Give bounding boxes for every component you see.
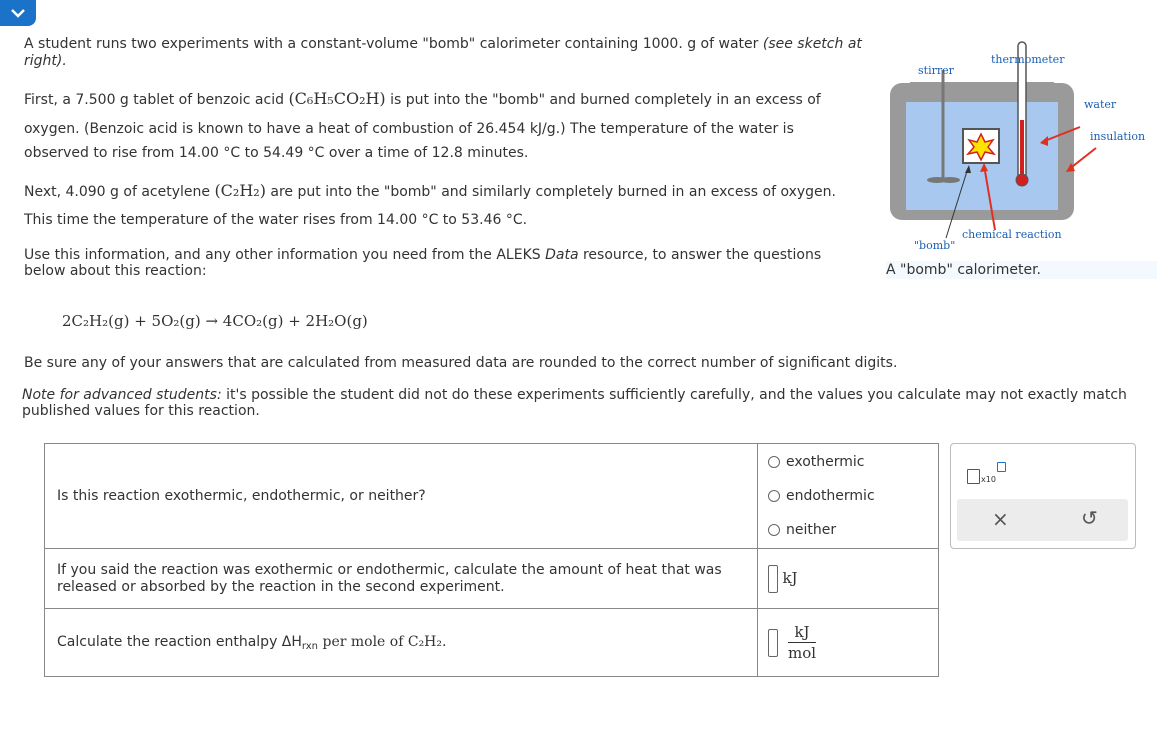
question-table: [44, 443, 939, 677]
radio-endothermic[interactable]: [768, 490, 780, 502]
question-2: If you said the reaction was exothermic or endothermic, calculate the amount of heat that was released or absorbed by the reaction in the second experiment.: [45, 549, 758, 609]
thermometer-label: thermometer: [991, 53, 1065, 66]
undo-button[interactable]: ↺: [1081, 506, 1098, 530]
answer-1: [758, 444, 939, 549]
figure-caption: A "bomb" calorimeter.: [886, 261, 1157, 279]
answer-2: [758, 549, 939, 609]
first-experiment-text-2: oxygen. (Benzoic acid is known to have a heat of combustion of 26.454 kJ/g.) The temperature of the water is: [24, 121, 794, 137]
chemical-reaction-label: chemical reaction: [962, 228, 1062, 241]
water-label: water: [1084, 98, 1117, 111]
tool-bar: [957, 499, 1128, 541]
question-row-3: [45, 609, 939, 677]
clear-button[interactable]: ×: [992, 507, 1009, 531]
option-exothermic[interactable]: exothermic: [768, 445, 938, 479]
heat-input[interactable]: [768, 565, 778, 593]
question-3: Calculate the reaction enthalpy $\Delta H_{rxn}$ per mole of C₂H₂.: [45, 609, 758, 677]
option-endothermic[interactable]: endothermic: [768, 479, 938, 513]
stirrer-label: stirrer: [918, 64, 954, 77]
radio-exothermic[interactable]: [768, 456, 780, 468]
enthalpy-unit-denominator: mol: [788, 644, 817, 662]
collapse-button[interactable]: [0, 0, 36, 26]
calorimeter-figure: [880, 30, 1160, 260]
insulation-label: insulation: [1090, 130, 1146, 143]
advanced-note: Note for advanced students: it's possible the student did not do these experiments sufficiently carefully, and the values you calculate may not exactly match: [22, 387, 1127, 403]
intro-paragraph: A student runs two experiments with a constant-volume "bomb" calorimeter containing 1000. g of water (see sketch at right).: [24, 36, 862, 69]
chevron-down-icon: [10, 7, 26, 19]
question-row-2: [45, 549, 939, 609]
second-experiment-text-2: This time the temperature of the water rises from 14.00 °C to 53.46 °C.: [24, 212, 528, 228]
enthalpy-unit-numerator: kJ: [788, 622, 816, 643]
first-experiment-text-3: observed to rise from 14.00 °C to 54.49 °C over a time of 12.8 minutes.: [24, 145, 529, 161]
enthalpy-input[interactable]: [768, 629, 778, 657]
instructions-text: Use this information, and any other information you need from the ALEKS Data resource, to answer the questions: [24, 247, 822, 263]
answer-tool-panel: [950, 443, 1136, 549]
answer-3: [758, 609, 939, 677]
reaction-equation: 2C₂H₂(g) + 5O₂(g) → 4CO₂(g) + 2H₂O(g): [62, 312, 368, 330]
heat-unit: kJ: [782, 568, 798, 587]
advanced-note-2: published values for this reaction.: [22, 403, 260, 419]
radio-neither[interactable]: [768, 524, 780, 536]
instructions-text-2: below about this reaction:: [24, 263, 207, 279]
question-row-1: [45, 444, 939, 549]
sigfig-note: Be sure any of your answers that are calculated from measured data are rounded to the correct number of significant digits.: [24, 355, 898, 371]
first-experiment-text: First, a 7.500 g tablet of benzoic acid (C₆H₅CO₂H) is put into the "bomb" and burned completely in an excess of: [24, 89, 821, 108]
second-experiment-text: Next, 4.090 g of acetylene (C₂H₂) are put into the "bomb" and similarly completely burned in an excess of oxygen.: [24, 181, 836, 200]
scientific-notation-button[interactable]: x10: [967, 462, 1006, 484]
question-1: Is this reaction exothermic, endothermic, or neither?: [45, 444, 758, 549]
bomb-label: "bomb": [914, 239, 956, 252]
option-neither[interactable]: neither: [768, 513, 938, 547]
